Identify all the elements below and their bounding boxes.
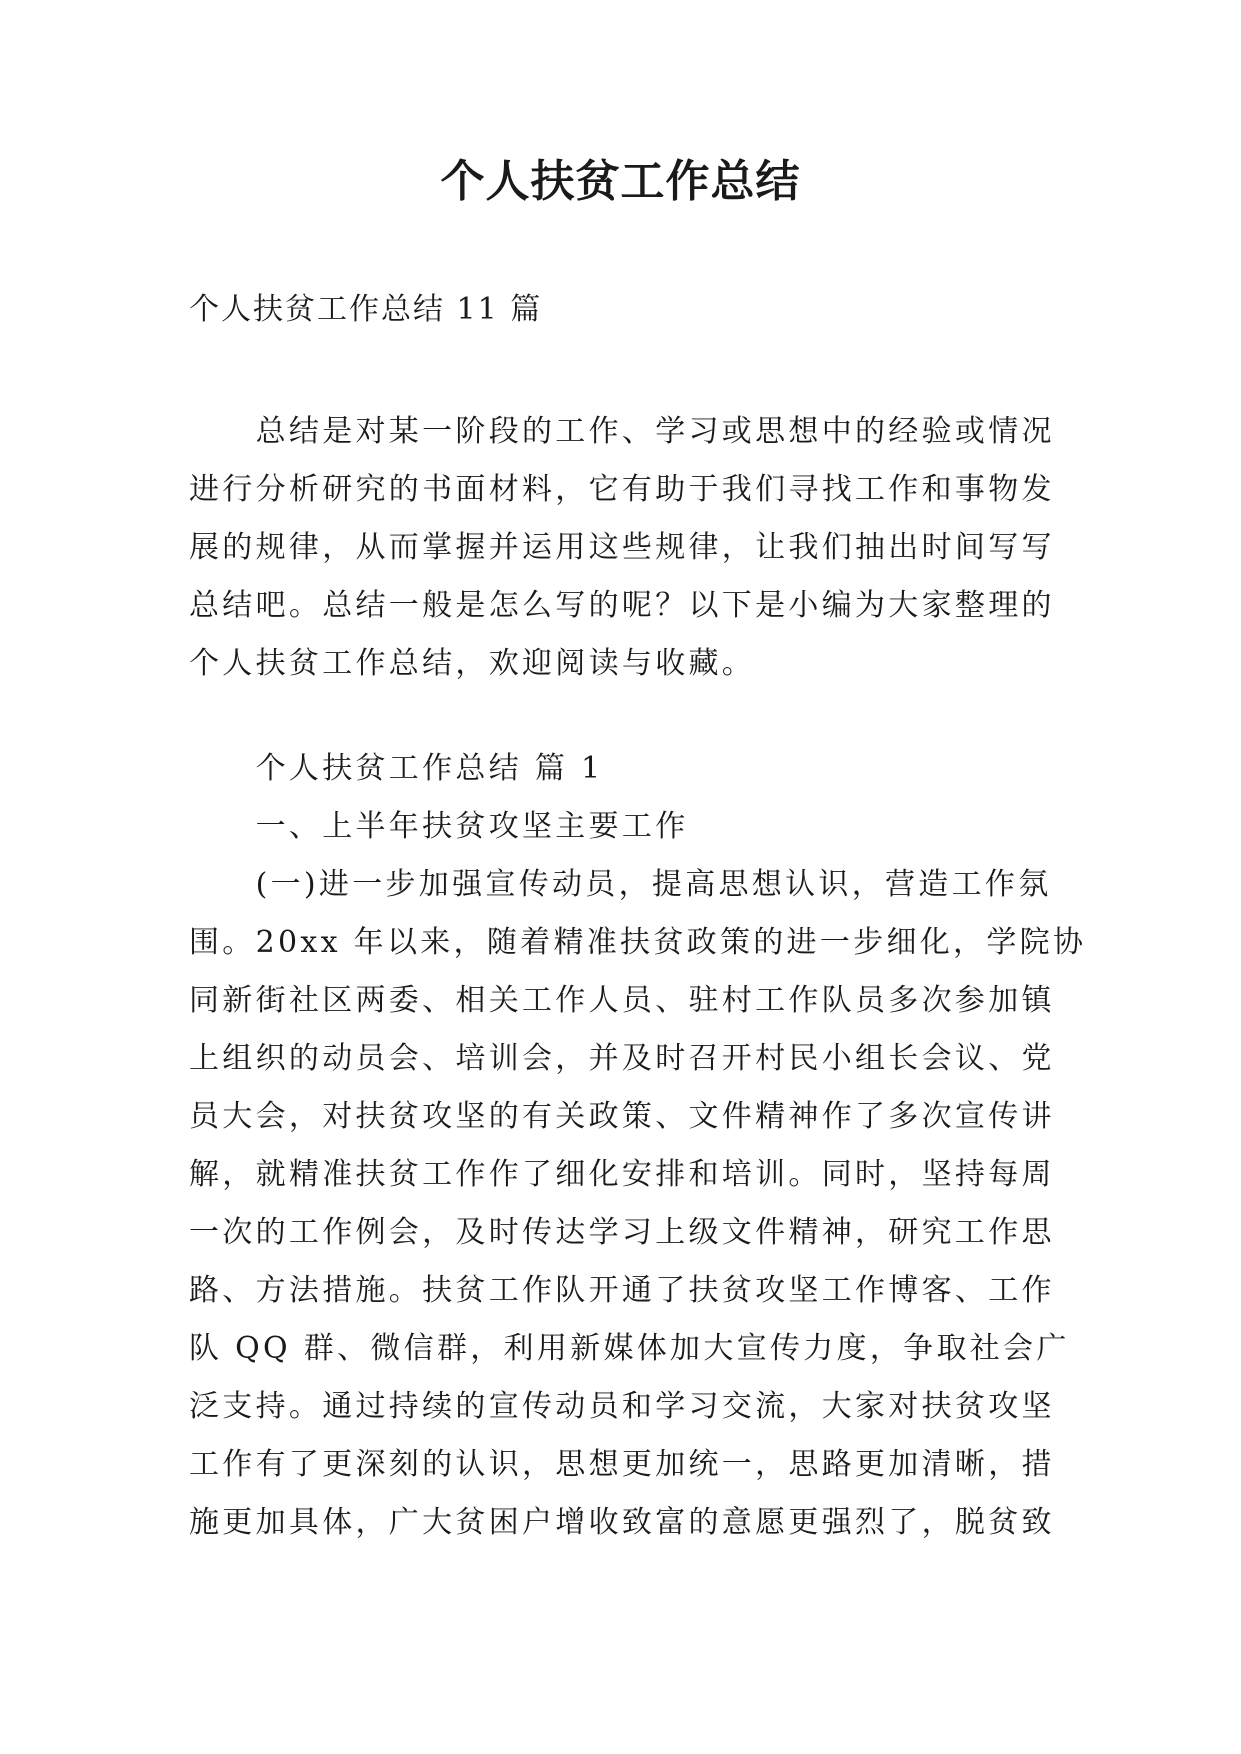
body-line: 队 QQ 群、微信群，利用新媒体加大宣传力度，争取社会广 xyxy=(189,1331,1070,1366)
body-line: 工作有了更深刻的认识，思想更加统一，思路更加清晰，措 xyxy=(189,1447,1055,1482)
document-subtitle: 个人扶贫工作总结 11 篇 xyxy=(189,292,543,327)
intro-line: 进行分析研究的书面材料，它有助于我们寻找工作和事物发 xyxy=(189,472,1055,507)
body-line: 路、方法措施。扶贫工作队开通了扶贫攻坚工作博客、工作 xyxy=(189,1273,1055,1308)
intro-line: 个人扶贫工作总结，欢迎阅读与收藏。 xyxy=(189,646,756,681)
body-section xyxy=(189,740,1087,1552)
body-line: 一次的工作例会，及时传达学习上级文件精神，研究工作思 xyxy=(189,1215,1055,1250)
intro-line: 总结是对某一阶段的工作、学习或思想中的经验或情况 xyxy=(189,414,1055,449)
intro-line: 展的规律，从而掌握并运用这些规律，让我们抽出时间写写 xyxy=(189,530,1055,565)
body-line: 解，就精准扶贫工作作了细化安排和培训。同时，坚持每周 xyxy=(189,1157,1055,1192)
body-line: (一)进一步加强宣传动员，提高思想认识，营造工作氛 xyxy=(189,867,1052,902)
intro-line: 总结吧。总结一般是怎么写的呢？以下是小编为大家整理的 xyxy=(189,588,1055,623)
body-line: 同新街社区两委、相关工作人员、驻村工作队员多次参加镇 xyxy=(189,983,1055,1018)
body-line: 施更加具体，广大贫困户增收致富的意愿更强烈了，脱贫致 xyxy=(189,1505,1055,1540)
section-heading: 个人扶贫工作总结 篇 1 xyxy=(189,751,604,786)
subsection-heading: 一、上半年扶贫攻坚主要工作 xyxy=(189,809,689,844)
intro-paragraph xyxy=(189,403,1055,693)
body-line: 围。20xx 年以来，随着精准扶贫政策的进一步细化，学院协 xyxy=(189,925,1087,960)
body-line: 员大会，对扶贫攻坚的有关政策、文件精神作了多次宣传讲 xyxy=(189,1099,1055,1134)
body-line: 上组织的动员会、培训会，并及时召开村民小组长会议、党 xyxy=(189,1041,1055,1076)
document-title: 个人扶贫工作总结 xyxy=(440,156,801,207)
body-line: 泛支持。通过持续的宣传动员和学习交流，大家对扶贫攻坚 xyxy=(189,1389,1055,1424)
